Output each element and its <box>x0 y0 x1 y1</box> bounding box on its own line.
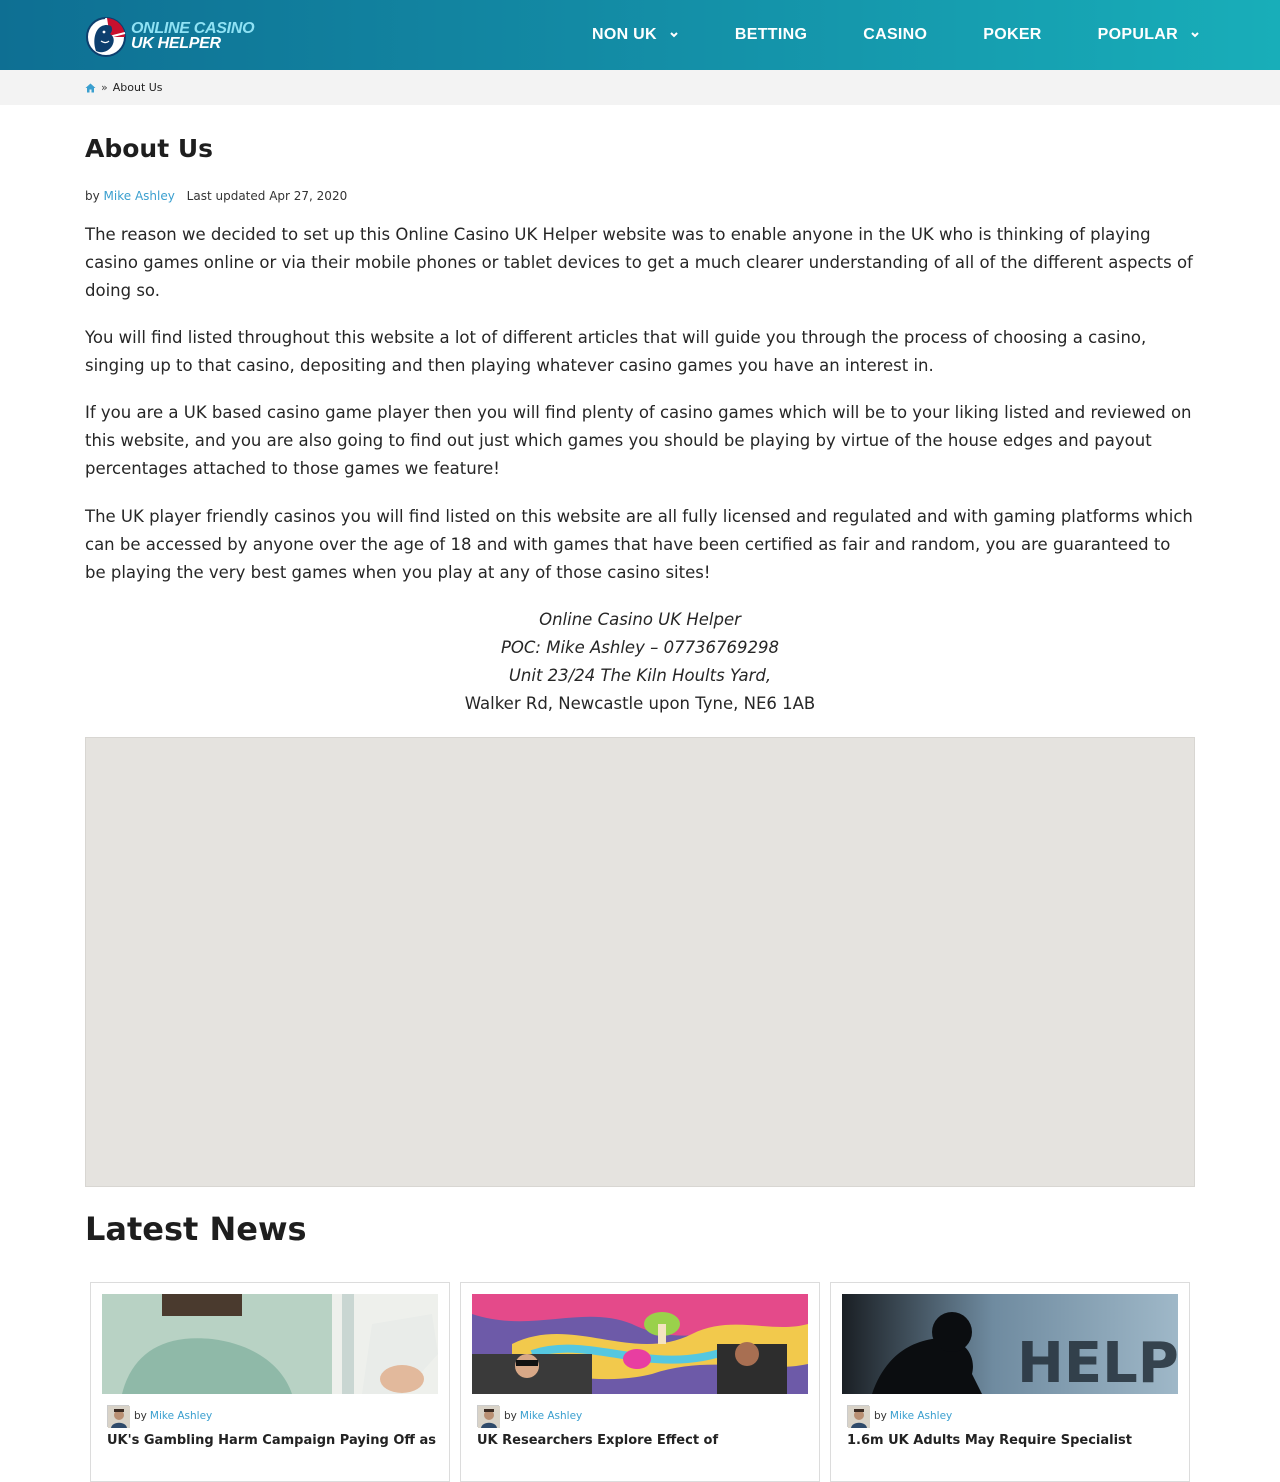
nav-item-popular[interactable] <box>1098 26 1200 44</box>
card-author-link[interactable]: Mike Ashley <box>519 1410 583 1422</box>
meta-by: by <box>85 189 100 203</box>
svg-text:HELP: HELP <box>1017 1331 1179 1396</box>
news-card-image[interactable] <box>472 1294 808 1394</box>
contact-address <box>85 606 1195 718</box>
news-card[interactable] <box>830 1282 1190 1482</box>
card-by: by <box>874 1410 887 1422</box>
post-meta <box>85 189 347 203</box>
latest-news-heading: Latest News <box>85 1210 307 1248</box>
author-avatar <box>847 1405 869 1427</box>
news-card-image[interactable] <box>102 1294 438 1394</box>
breadcrumb-separator: » <box>101 81 108 94</box>
address-unit: Unit 23/24 The Kiln Hoults Yard, <box>508 666 772 685</box>
main-nav <box>592 0 1200 70</box>
page-title: About Us <box>85 134 214 163</box>
card-by: by <box>504 1410 517 1422</box>
nav-item-casino[interactable] <box>863 26 927 44</box>
card-author-link[interactable]: Mike Ashley <box>149 1410 213 1422</box>
chevron-down-icon <box>669 30 679 40</box>
logo-line-2: UK HELPER <box>131 35 221 52</box>
nav-item-betting[interactable] <box>735 26 807 44</box>
last-updated: Last updated Apr 27, 2020 <box>186 189 348 203</box>
lion-flag-logo-icon <box>85 13 127 59</box>
address-street: Walker Rd, Newcastle upon Tyne, NE6 1AB <box>464 694 816 713</box>
author-avatar <box>477 1405 499 1427</box>
news-card-title[interactable]: UK's Gambling Harm Campaign Paying Off as <box>107 1433 436 1448</box>
site-logo[interactable] <box>85 13 254 59</box>
nav-label: POKER <box>983 26 1042 43</box>
nav-label: CASINO <box>863 26 928 43</box>
news-card[interactable] <box>460 1282 820 1482</box>
news-card-image[interactable] <box>842 1294 1178 1394</box>
card-by: by <box>134 1410 147 1422</box>
home-icon[interactable] <box>85 83 96 93</box>
site-header <box>0 0 1280 70</box>
news-card[interactable] <box>90 1282 450 1482</box>
breadcrumb-current: About Us <box>112 81 163 94</box>
chevron-down-icon <box>1190 30 1200 40</box>
paragraph: The reason we decided to set up this Online Casino UK Helper website was to enable anyone in the UK who is thinking of playing casino games online or via their mobile phones or tablet devices to get a much clearer understanding of all of the different aspects of doing so. <box>85 225 1193 300</box>
author-avatar <box>107 1405 129 1427</box>
logo-line-1: ONLINE CASINO <box>131 20 255 37</box>
card-author-link[interactable]: Mike Ashley <box>889 1410 953 1422</box>
address-poc: POC: Mike Ashley – 07736769298 <box>500 638 780 657</box>
news-card-title[interactable]: 1.6m UK Adults May Require Specialist <box>847 1433 1133 1448</box>
nav-label: BETTING <box>734 26 808 43</box>
nav-item-non-uk[interactable] <box>592 26 679 44</box>
paragraph: If you are a UK based casino game player then you will find plenty of casino games which will be to your liking listed and reviewed on this website, and you are also going to find out just which games you should be playing by virtue of the house edges and payout percentages attached to those games we feature! <box>85 403 1192 478</box>
map-embed[interactable] <box>85 737 1195 1187</box>
nav-item-poker[interactable] <box>983 26 1041 44</box>
breadcrumb <box>0 70 1280 105</box>
news-card-title[interactable]: UK Researchers Explore Effect of <box>477 1433 719 1448</box>
paragraph: The UK player friendly casinos you will find listed on this website are all fully licensed and regulated and with gaming platforms which can be accessed by anyone over the age of 18 and with games that have been certified as fair and random, you are guaranteed to be playing the very best games when you play at any of those casino sites! <box>85 507 1193 582</box>
author-link[interactable]: Mike Ashley <box>103 189 175 203</box>
nav-label: POPULAR <box>1097 26 1178 43</box>
paragraph: You will find listed throughout this website a lot of different articles that will guide you through the process of choosing a casino, singing up to that casino, depositing and then playing whatever casino games you have an interest in. <box>85 328 1147 375</box>
nav-label: NON UK <box>591 26 657 43</box>
address-name: Online Casino UK Helper <box>539 610 741 629</box>
